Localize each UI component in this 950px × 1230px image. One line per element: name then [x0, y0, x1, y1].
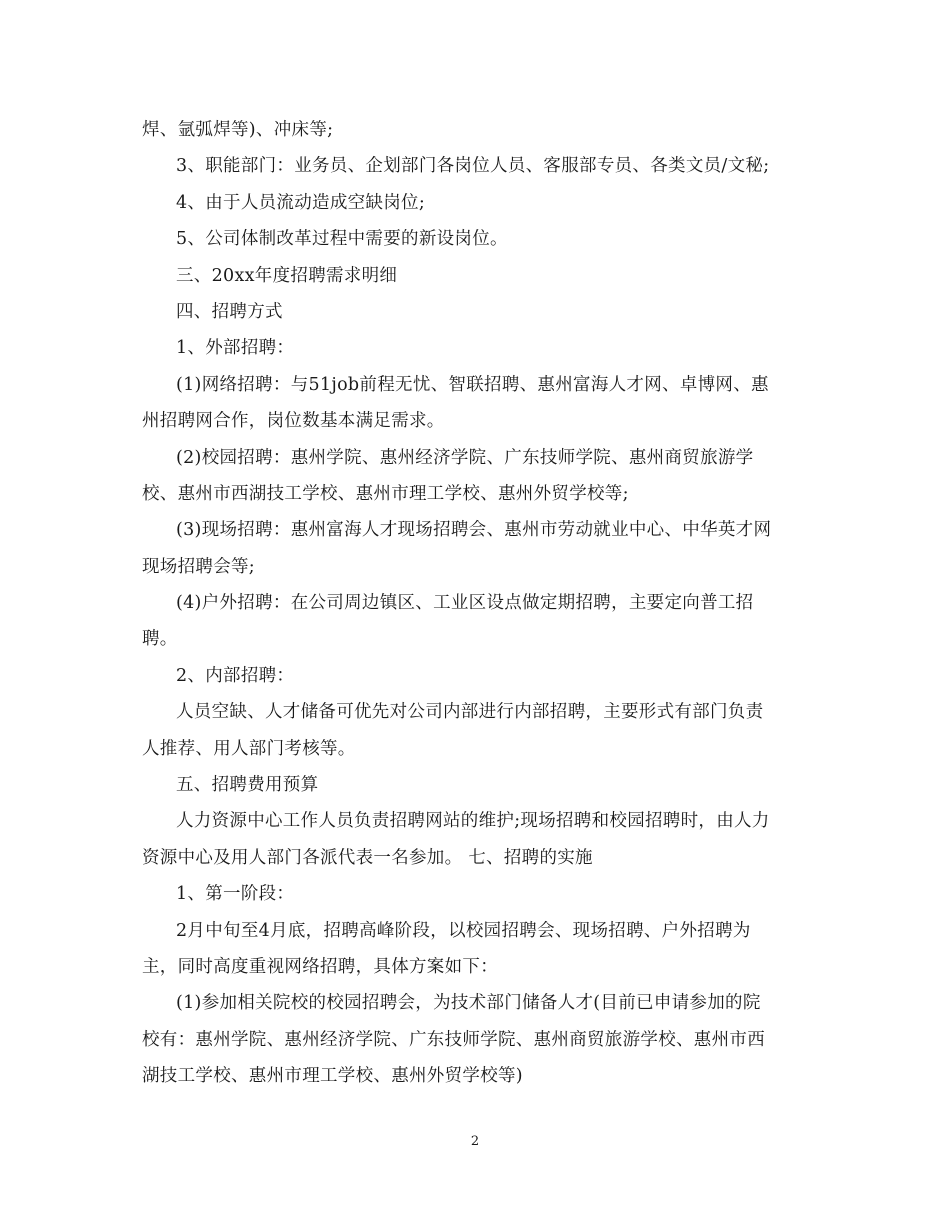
text-line: 五、招聘费用预算	[176, 775, 319, 796]
text-line: 人推荐、用人部门考核等。	[142, 738, 356, 759]
text-line: (3)现场招聘：惠州富海人才现场招聘会、惠州市劳动就业中心、中华英才网	[176, 520, 772, 541]
text-line: 5、公司体制改革过程中需要的新设岗位。	[176, 229, 508, 250]
text-line: 湖技工学校、惠州市理工学校、惠州外贸学校等)	[142, 1066, 523, 1087]
text-line: 人力资源中心工作人员负责招聘网站的维护;现场招聘和校园招聘时，由人力	[176, 811, 770, 832]
text-line: 3、职能部门：业务员、企划部门各岗位人员、客服部专员、各类文员/文秘;	[176, 156, 770, 177]
text-line: (4)户外招聘：在公司周边镇区、工业区设点做定期招聘，主要定向普工招	[176, 593, 754, 614]
text-line: 资源中心及用人部门各派代表一名参加。 七、招聘的实施	[142, 847, 593, 868]
text-line: 四、招聘方式	[176, 301, 283, 322]
text-line: 2、内部招聘：	[176, 665, 295, 686]
text-line: 1、外部招聘：	[176, 338, 295, 359]
text-line: 2月中旬至4月底，招聘高峰阶段，以校园招聘会、现场招聘、户外招聘为	[176, 920, 751, 941]
text-line: 聘。	[142, 629, 178, 650]
text-line: (1)网络招聘：与51job前程无忧、智联招聘、惠州富海人才网、卓博网、惠	[176, 374, 769, 395]
text-line: (2)校园招聘：惠州学院、惠州经济学院、广东技师学院、惠州商贸旅游学	[176, 447, 754, 468]
text-line: 4、由于人员流动造成空缺岗位;	[176, 192, 426, 213]
text-line: 人员空缺、人才储备可优先对公司内部进行内部招聘，主要形式有部门负责	[176, 702, 764, 723]
text-line: 主，同时高度重视网络招聘，具体方案如下：	[142, 956, 498, 977]
text-line: (1)参加相关院校的校园招聘会，为技术部门储备人才(目前已申请参加的院	[176, 993, 761, 1014]
text-line: 现场招聘会等;	[142, 556, 255, 577]
text-line: 校有：惠州学院、惠州经济学院、广东技师学院、惠州商贸旅游学校、惠州市西	[142, 1029, 765, 1050]
page-number: 2	[470, 1134, 480, 1149]
document-body	[142, 112, 812, 1095]
text-line: 三、20xx年度招聘需求明细	[176, 265, 398, 286]
text-line: 校、惠州市西湖技工学校、惠州市理工学校、惠州外贸学校等;	[142, 483, 629, 504]
text-line: 州招聘网合作，岗位数基本满足需求。	[142, 411, 445, 432]
text-line: 1、第一阶段：	[176, 884, 295, 905]
text-line: 焊、氩弧焊等)、冲床等;	[142, 120, 334, 140]
